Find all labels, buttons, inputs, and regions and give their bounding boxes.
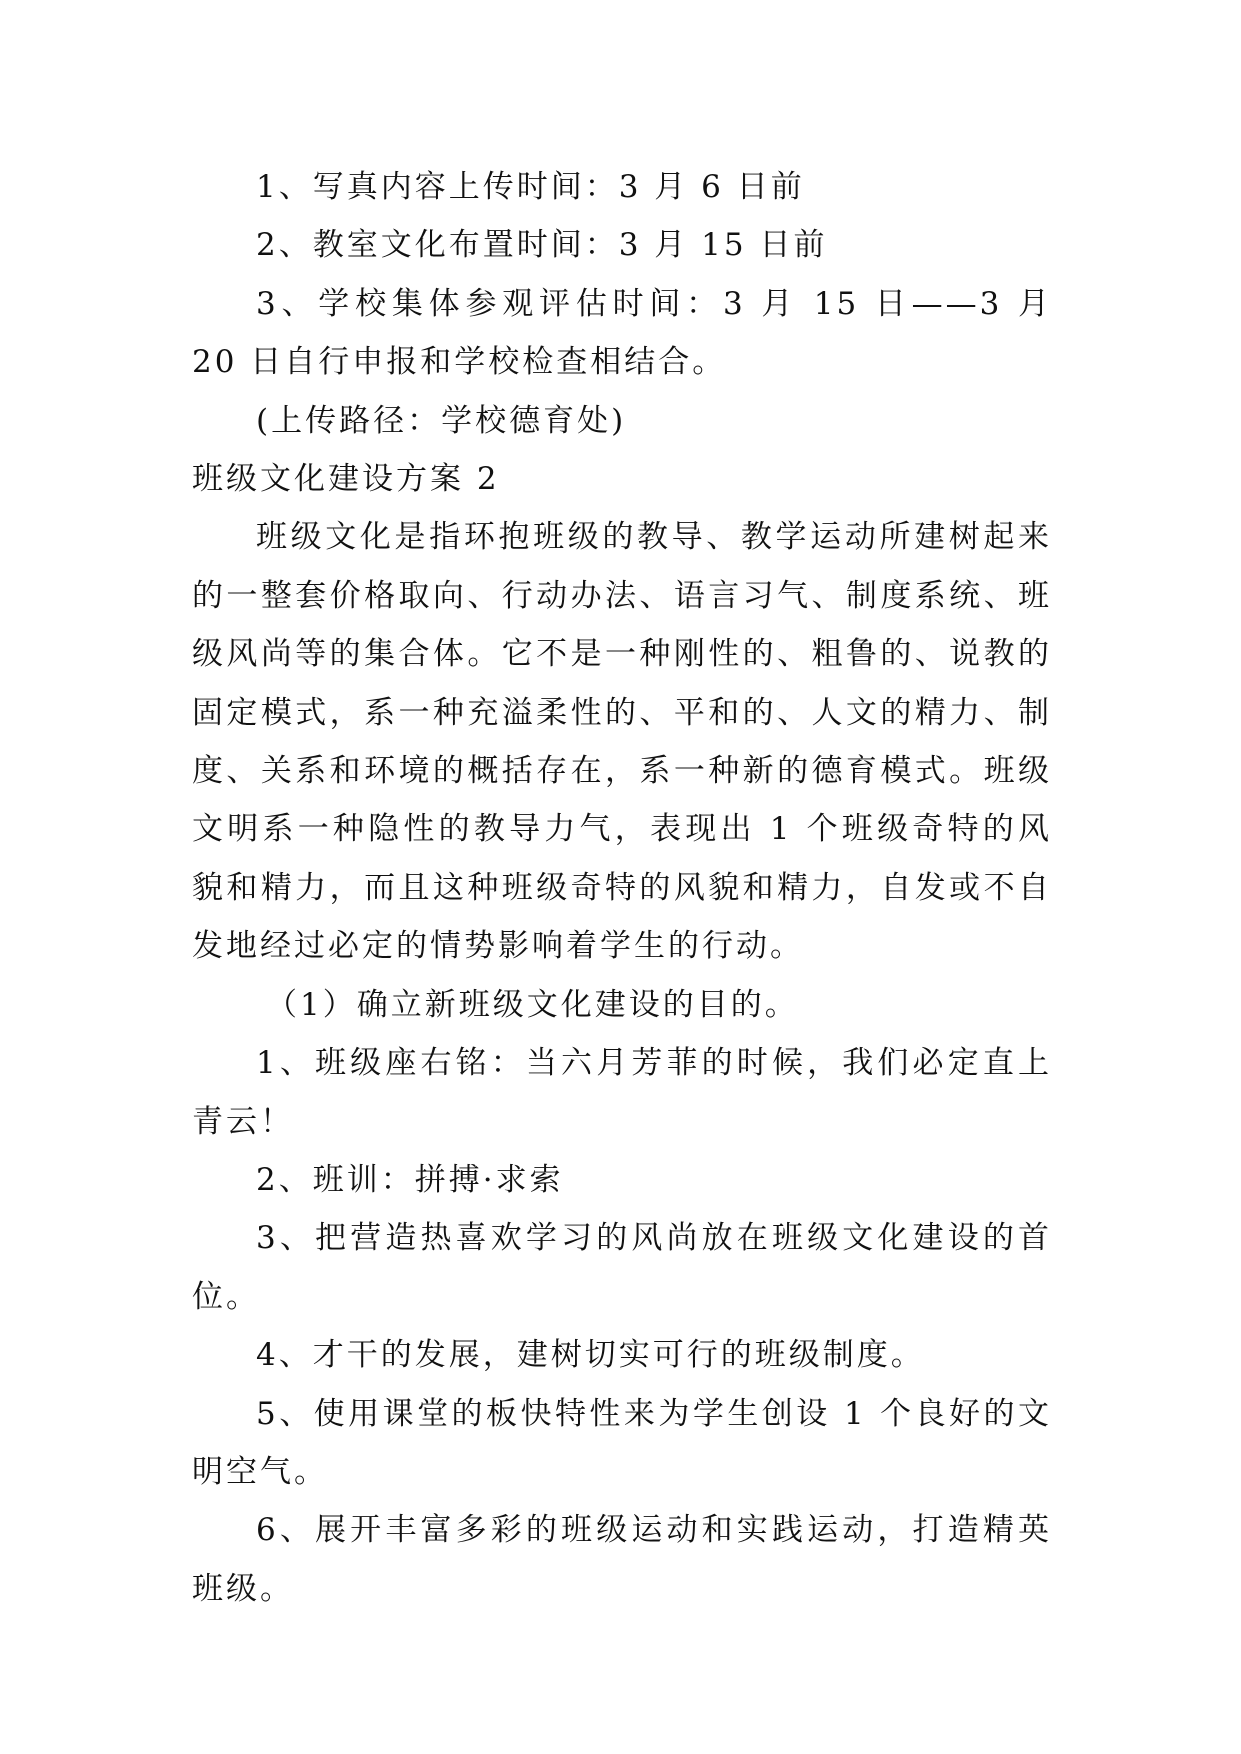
- paragraph-class-system: 4、才干的发展，建树切实可行的班级制度。: [256, 1337, 925, 1374]
- paragraph-upload-path: (上传路径：学校德育处): [256, 402, 627, 439]
- section-heading: 班级文化建设方案 2: [192, 461, 500, 498]
- paragraph-class-motto: 1、班级座右铭：当六月芳菲的时候，我们必定直上青云！: [192, 1045, 1052, 1140]
- paragraph-study-atmosphere: 3、把营造热喜欢学习的风尚放在班级文化建设的首位。: [192, 1220, 1052, 1315]
- paragraph-class-activities: 6、展开丰富多彩的班级运动和实践运动，打造精英班级。: [192, 1512, 1052, 1607]
- paragraph-classroom-layout-time: 2、教室文化布置时间：3 月 15 日前: [256, 227, 828, 264]
- paragraph-upload-time: 1、写真内容上传时间：3 月 6 日前: [256, 169, 805, 205]
- paragraph-class-culture-definition: 班级文化是指环抱班级的教导、教学运动所建树起来的一整套价格取向、行动办法、语言习气、制度系统、班级风尚等的集合体。它不是一种刚性的、粗鲁的、说教的固定模式，系一种充溢柔性的、平和的、人文的精力、制度、关系和环境的概括存在，系一种新的德育模式。班级文明系一种隐性的教导力气，表现出 1 个班级奇特的风貌和精力，而且这种班级奇特的风貌和精力，自发或不自发地经过必定的情势影响着学生的行动。: [192, 519, 1052, 965]
- paragraph-classroom-environment: 5、使用课堂的板快特性来为学生创设 1 个良好的文明空气。: [192, 1395, 1052, 1490]
- document-body: [192, 158, 1065, 1618]
- paragraph-class-training: 2、班训：拼搏·求索: [256, 1161, 564, 1198]
- paragraph-evaluation-time: 3、学校集体参观评估时间：3 月 15 日——3 月 20 日自行申报和学校检查相结合。: [192, 285, 1065, 381]
- paragraph-goal-heading: （1）确立新班级文化建设的目的。: [266, 986, 799, 1023]
